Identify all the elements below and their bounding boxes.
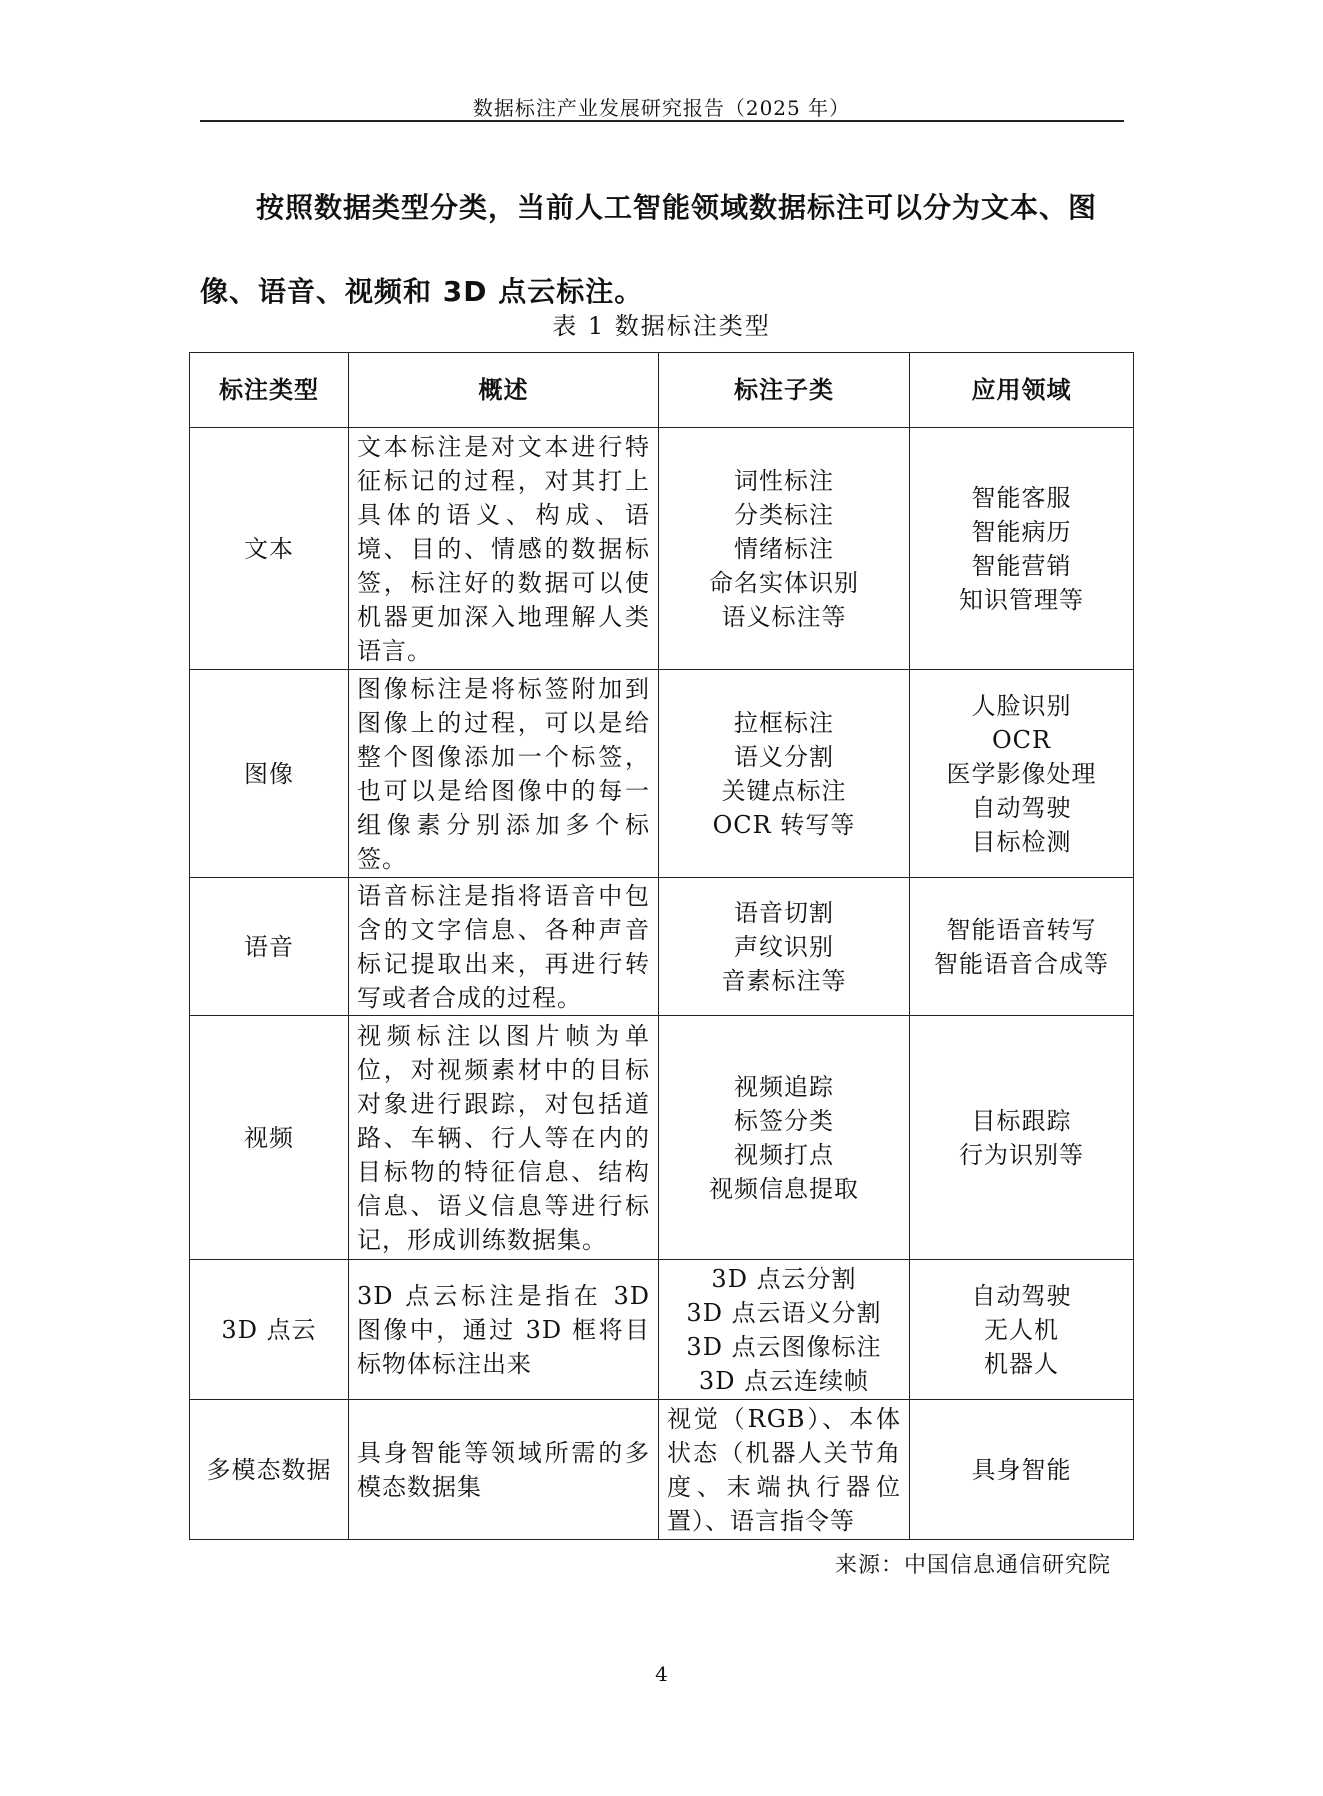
cell-applications [910, 670, 1134, 878]
header-cell-subtype: 标注子类 [659, 353, 910, 428]
cell-subtypes [659, 670, 910, 878]
application-item: 目标检测 [971, 827, 1072, 856]
table-row [190, 670, 1134, 878]
application-item: OCR [991, 725, 1052, 754]
application-item: 智能语音合成等 [934, 949, 1109, 978]
subtype-item: 3D 点云图像标注 [686, 1332, 882, 1361]
header-divider [200, 120, 1124, 122]
cell-type: 语音 [190, 878, 349, 1016]
cell-subtypes: 视觉（RGB）、本体状态（机器人关节角度、末端执行器位置）、语言指令等 [659, 1400, 910, 1540]
cell-type: 3D 点云 [190, 1260, 349, 1400]
subtype-item: 3D 点云连续帧 [698, 1366, 870, 1395]
cell-type: 图像 [190, 670, 349, 878]
cell-subtypes [659, 1016, 910, 1260]
application-item: 具身智能 [971, 1455, 1072, 1484]
cell-overview: 视频标注以图片帧为单位，对视频素材中的目标对象进行跟踪，对包括道路、车辆、行人等在内的目标物的特征信息、结构信息、语义信息等进行标记，形成训练数据集。 [349, 1016, 659, 1260]
subtype-item: 拉框标注 [734, 708, 834, 737]
application-item: 智能客服 [971, 483, 1072, 512]
subtype-item: 标签分类 [734, 1106, 834, 1135]
subtype-item: 视频信息提取 [709, 1174, 859, 1203]
application-item: 行为识别等 [959, 1140, 1084, 1169]
application-item: 智能语音转写 [946, 915, 1097, 944]
cell-subtypes [659, 878, 910, 1016]
page-number: 4 [655, 1662, 668, 1686]
subtype-item: 词性标注 [734, 466, 834, 495]
running-header-title: 数据标注产业发展研究报告（2025 年） [472, 96, 851, 120]
cell-overview: 3D 点云标注是指在 3D 图像中，通过 3D 框将目标物体标注出来 [349, 1260, 659, 1400]
table-source-note: 来源：中国信息通信研究院 [834, 1553, 1111, 1578]
application-item: 机器人 [984, 1349, 1059, 1378]
cell-overview: 具身智能等领域所需的多模态数据集 [349, 1400, 659, 1540]
subtype-item: 命名实体识别 [709, 568, 859, 597]
table-row [190, 878, 1134, 1016]
cell-applications [910, 428, 1134, 670]
header-cell-overview: 概述 [349, 353, 659, 428]
intro-paragraph: 按照数据类型分类，当前人工智能领域数据标注可以分为文本、图像、语音、视频和 3D 点云标注。 [200, 191, 1098, 308]
application-item: 智能营销 [971, 551, 1072, 580]
cell-applications [910, 1260, 1134, 1400]
subtype-item: 3D 点云分割 [711, 1264, 857, 1293]
table-row [190, 1400, 1134, 1540]
subtype-item: 语音切割 [734, 898, 834, 927]
subtype-item: 分类标注 [734, 500, 834, 529]
cell-subtypes [659, 1260, 910, 1400]
subtype-item: OCR 转写等 [712, 810, 856, 839]
subtype-item: 情绪标注 [734, 534, 834, 563]
cell-overview: 语音标注是指将语音中包含的文字信息、各种声音标记提取出来，再进行转写或者合成的过程。 [349, 878, 659, 1016]
cell-applications [910, 1016, 1134, 1260]
table-header-row [190, 353, 1134, 428]
subtype-item: 音素标注等 [721, 966, 847, 995]
cell-type: 多模态数据 [190, 1400, 349, 1540]
subtype-item: 3D 点云语义分割 [686, 1298, 882, 1327]
subtype-item: 语义标注等 [721, 602, 847, 631]
table-row [190, 1260, 1134, 1400]
cell-subtypes [659, 428, 910, 670]
application-item: 知识管理等 [959, 585, 1084, 614]
application-item: 目标跟踪 [971, 1106, 1072, 1135]
annotation-types-table [189, 352, 1134, 1540]
header-cell-type: 标注类型 [190, 353, 349, 428]
cell-type: 视频 [190, 1016, 349, 1260]
table-caption: 表 1 数据标注类型 [552, 312, 771, 340]
subtype-item: 视频追踪 [734, 1072, 834, 1101]
subtype-item: 视频打点 [734, 1140, 834, 1169]
cell-applications [910, 1400, 1134, 1540]
table-row [190, 428, 1134, 670]
subtype-item: 语义分割 [734, 742, 834, 771]
application-item: 医学影像处理 [946, 759, 1097, 788]
application-item: 人脸识别 [971, 691, 1072, 720]
application-item: 无人机 [984, 1315, 1059, 1344]
application-item: 智能病历 [971, 517, 1072, 546]
table-row [190, 1016, 1134, 1260]
cell-overview: 文本标注是对文本进行特征标记的过程，对其打上具体的语义、构成、语境、目的、情感的数据标签，标注好的数据可以使机器更加深入地理解人类语言。 [349, 428, 659, 670]
application-item: 自动驾驶 [971, 1281, 1072, 1310]
subtype-item: 关键点标注 [721, 776, 847, 805]
application-item: 自动驾驶 [971, 793, 1072, 822]
cell-applications [910, 878, 1134, 1016]
subtype-item: 声纹识别 [734, 932, 834, 961]
header-cell-application: 应用领域 [910, 353, 1134, 428]
cell-overview: 图像标注是将标签附加到图像上的过程，可以是给整个图像添加一个标签，也可以是给图像中的每一组像素分别添加多个标签。 [349, 670, 659, 878]
cell-type: 文本 [190, 428, 349, 670]
